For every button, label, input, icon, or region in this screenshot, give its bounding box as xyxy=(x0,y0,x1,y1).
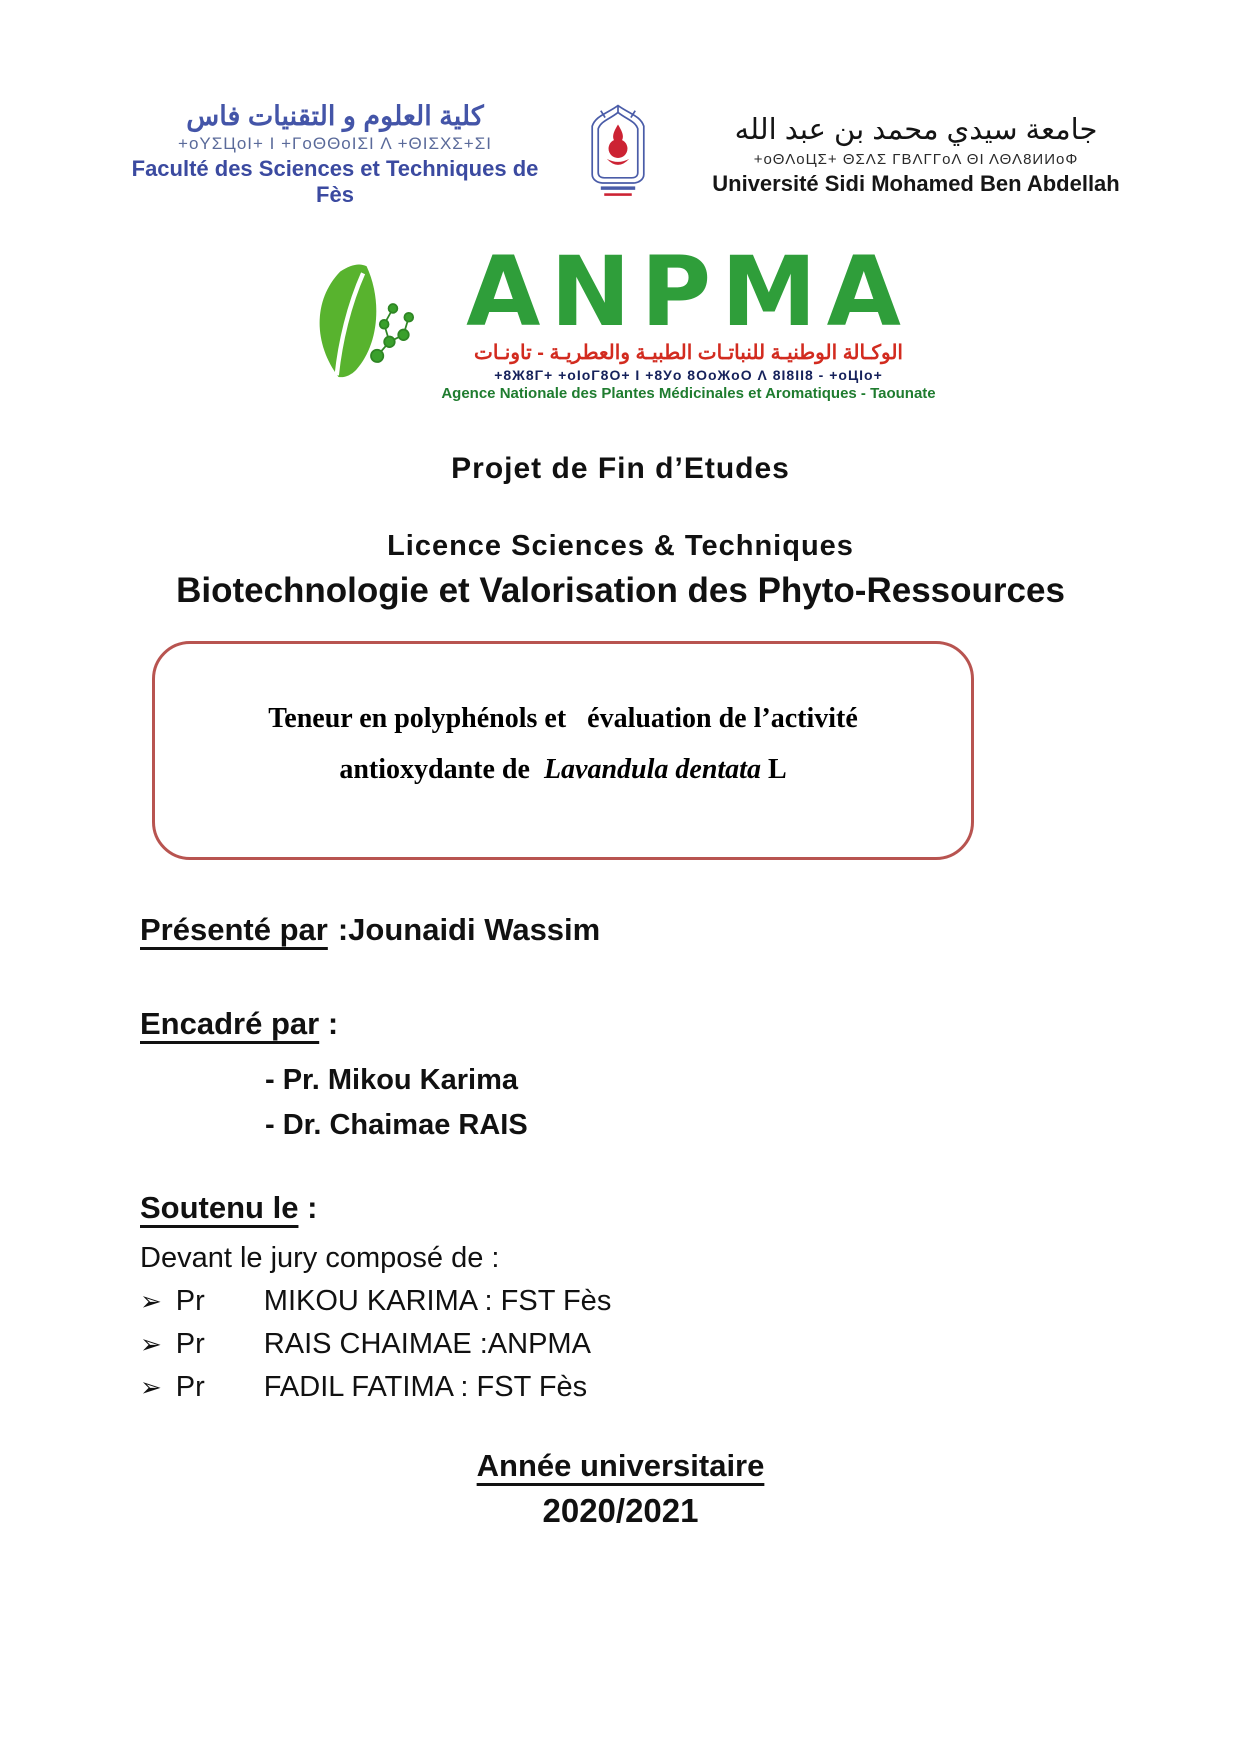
jury-item xyxy=(140,1328,1121,1361)
jury-member-title: Pr xyxy=(175,1370,205,1403)
anpma-arabic-name: الوكـالة الوطنيـة للنباتـات الطبيـة والعطريـة - تاونـات xyxy=(474,342,903,365)
leaf-molecule-icon xyxy=(305,261,437,389)
anpma-text-block xyxy=(441,236,936,403)
university-arabic-name: جامعة سيدي محمد بن عبد الله xyxy=(734,114,1098,146)
jury-member-title: Pr xyxy=(175,1284,205,1317)
species-name: Lavandula dentata xyxy=(543,753,761,785)
subject-line-1: Teneur en polyphénols et évaluation de l’activité xyxy=(268,703,858,735)
subject-line-2 xyxy=(180,745,946,795)
program-title: Biotechnologie et Valorisation des Phyto-Ressources xyxy=(176,571,1065,611)
university-block xyxy=(696,112,1136,197)
jury-list xyxy=(0,1285,1241,1404)
faculty-block xyxy=(130,101,540,208)
anpma-tifinagh-name: +8Ж8Γ+ +oIoΓ8O+ I +8Уo 8OoЖoO Λ 8I8II8 - +oЦIo+ xyxy=(494,367,883,384)
presented-by-label: Présenté par xyxy=(140,911,328,947)
university-logo-icon xyxy=(575,100,661,209)
arrow-bullet-icon: ➢ xyxy=(140,1285,162,1316)
arrow-bullet-icon: ➢ xyxy=(140,1328,162,1359)
defense-date-row xyxy=(0,1190,1241,1226)
faculty-arabic-name: كلية العلوم و التقنيات فاس xyxy=(186,101,484,131)
supervisor-item: - Dr. Chaimae RAIS xyxy=(265,1108,528,1141)
faculty-tifinagh-name: +oYΣЦoI+ I +ΓoΘΘoIΣI Λ +ΘIΣΧΣ+ΣI xyxy=(178,134,492,153)
supervised-by-label: Encadré par xyxy=(140,1005,320,1041)
anpma-acronym: ANPMA xyxy=(466,236,911,348)
supervised-by-row xyxy=(0,1006,1241,1042)
jury-member-detail: MIKOU KARIMA : FST Fès xyxy=(263,1284,612,1317)
arrow-bullet-icon: ➢ xyxy=(140,1371,162,1402)
supervisor-item: - Pr. Mikou Karima xyxy=(265,1063,519,1096)
jury-member-detail: FADIL FATIMA : FST Fès xyxy=(263,1370,588,1403)
anpma-logo-block xyxy=(0,236,1241,403)
jury-member-title: Pr xyxy=(175,1327,205,1360)
academic-year-block xyxy=(0,1448,1241,1530)
degree-title: Licence Sciences & Techniques xyxy=(387,530,854,563)
jury-item xyxy=(140,1285,1121,1318)
jury-intro: Devant le jury composé de : xyxy=(140,1241,500,1274)
institutional-header xyxy=(0,0,1241,209)
university-french-name: Université Sidi Mohamed Ben Abdellah xyxy=(712,171,1120,196)
supervisor-list xyxy=(0,1058,1241,1148)
presented-by-value: :Jounaidi Wassim xyxy=(337,911,601,947)
university-tifinagh-name: +oΘΛoЦΣ+ ΘΣΛΣ ΓΒΛΓΓoΛ ΘΙ ΛΘΛ8ИИoΦ xyxy=(753,151,1079,168)
supervised-by-colon: : xyxy=(319,1005,339,1041)
presented-by-row xyxy=(0,912,1241,948)
jury-item xyxy=(140,1371,1121,1404)
subject-line-2-suffix: L xyxy=(760,753,787,785)
academic-year-value: 2020/2021 xyxy=(542,1491,699,1529)
faculty-french-name: Faculté des Sciences et Techniques de Fès xyxy=(131,156,539,207)
academic-year-label: Année universitaire xyxy=(476,1447,765,1483)
defense-date-label: Soutenu le xyxy=(140,1189,299,1225)
subject-box xyxy=(152,641,974,860)
defense-date-colon: : xyxy=(298,1189,318,1225)
jury-member-detail: RAIS CHAIMAE :ANPMA xyxy=(263,1327,591,1360)
subject-line-2-prefix: antioxydante de xyxy=(339,753,544,785)
anpma-french-name: Agence Nationale des Plantes Médicinales et Aromatiques - Taounate xyxy=(441,385,936,403)
project-title: Projet de Fin d’Etudes xyxy=(451,452,790,486)
